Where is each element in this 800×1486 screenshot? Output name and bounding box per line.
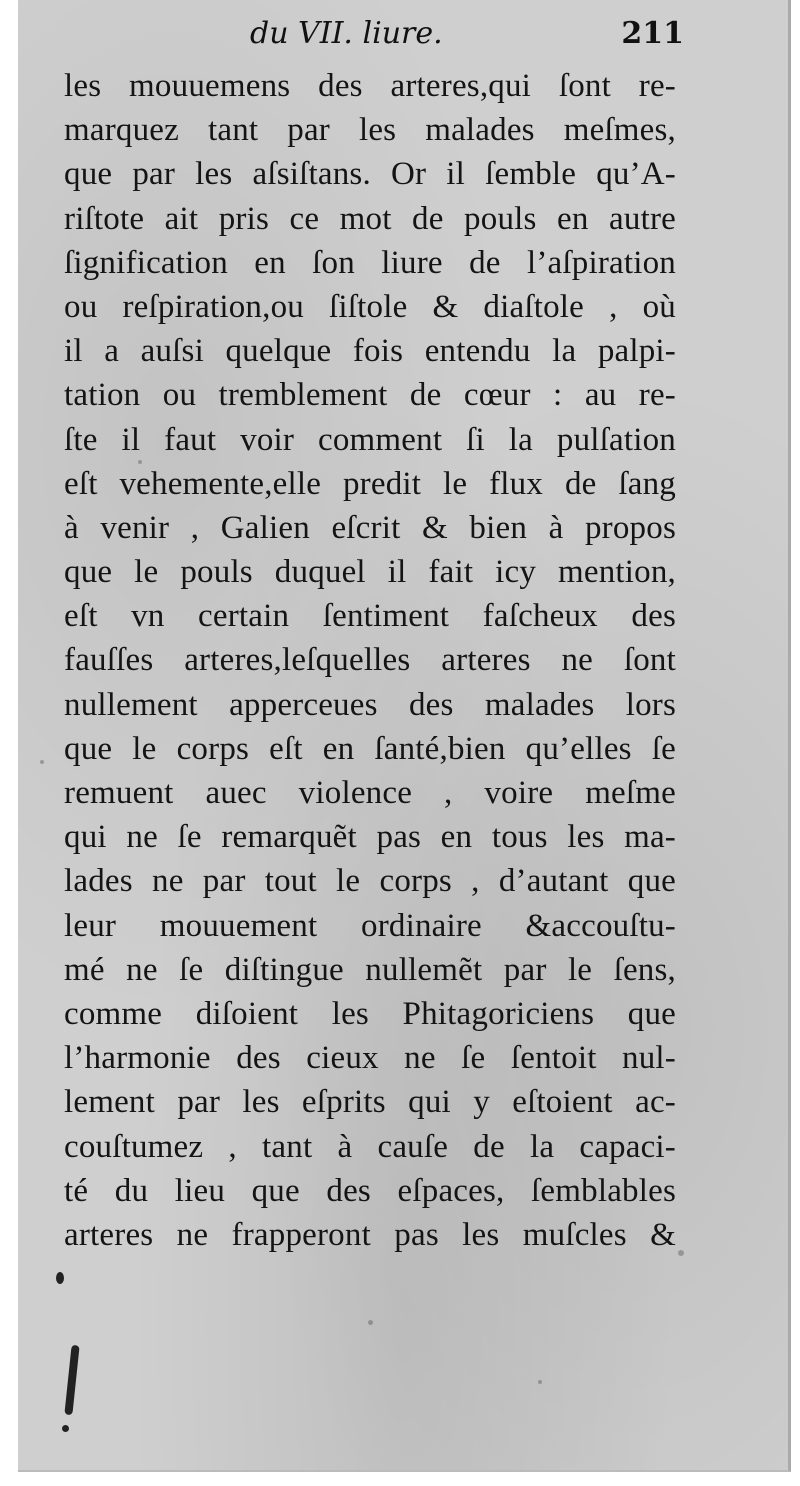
text-line: ou reſpiration,ou ſiſtole & diaſtole , où — [64, 288, 676, 325]
body-text — [64, 64, 676, 1257]
text-line: arteres ne frapperont pas les muſcles & — [64, 1216, 676, 1253]
text-line: ſte il faut voir comment ſi la pulſation — [64, 421, 676, 458]
text-line: il a auſsi quelque fois entendu la palpi- — [64, 333, 676, 370]
text-line: leur mouuement ordinaire &accouſtu- — [64, 907, 676, 944]
text-line: eſt vehemente,elle predit le flux de ſang — [64, 465, 676, 502]
ink-speck — [56, 1272, 64, 1284]
text-line: que le pouls duquel il fait icy mention, — [64, 554, 676, 591]
text-line: nullement apperceues des malades lors — [64, 686, 676, 723]
text-line: remuent auec violence , voire meſme — [64, 775, 676, 811]
ink-speck — [678, 1250, 684, 1256]
text-line: lades ne par tout le corps , d’autant que — [64, 863, 676, 900]
text-line: lement par les eſprits qui y eſtoient ac- — [64, 1084, 676, 1121]
text-line: mé ne ſe diſtingue nullemẽt par le ſens, — [64, 951, 676, 988]
text-line: l’harmonie des cieux ne ſe ſentoit nul- — [64, 1040, 676, 1077]
page-number: 211 — [621, 16, 684, 51]
text-line: les mouuemens des arteres,qui ſont re- — [64, 68, 676, 104]
text-line: ſignification en ſon liure de l’aſpiration — [64, 244, 676, 281]
ink-speck — [368, 1320, 373, 1325]
text-line: qui ne ſe remarquẽt pas en tous les ma- — [64, 819, 676, 856]
text-line: comme diſoient les Phitagoriciens que — [64, 995, 676, 1032]
text-line: marquez tant par les malades meſmes, — [64, 112, 676, 149]
text-line: couſtumez , tant à cauſe de la capaci- — [64, 1128, 676, 1165]
text-line: que le corps eſt en ſanté,bien qu’elles ſe — [64, 730, 676, 767]
ink-speck — [62, 1425, 69, 1432]
text-line: tation ou tremblement de cœur : au re- — [64, 377, 676, 414]
text-line: que par les aſsiſtans. Or il ſemble qu’A- — [64, 156, 676, 193]
running-head: du VII. liure. — [250, 16, 443, 51]
ink-stroke-mark — [64, 1345, 79, 1415]
text-line: té du lieu que des eſpaces, ſemblables — [64, 1172, 676, 1209]
text-line: à venir , Galien eſcrit & bien à propos — [64, 509, 676, 546]
ink-speck — [40, 760, 44, 764]
page-header — [60, 10, 684, 60]
text-line: riſtote ait pris ce mot de pouls en autre — [64, 200, 676, 237]
ink-speck — [538, 1380, 542, 1384]
text-line: eſt vn certain ſentiment faſcheux des — [64, 598, 676, 635]
text-line: fauſſes arteres,leſquelles arteres ne ſont — [64, 642, 676, 679]
